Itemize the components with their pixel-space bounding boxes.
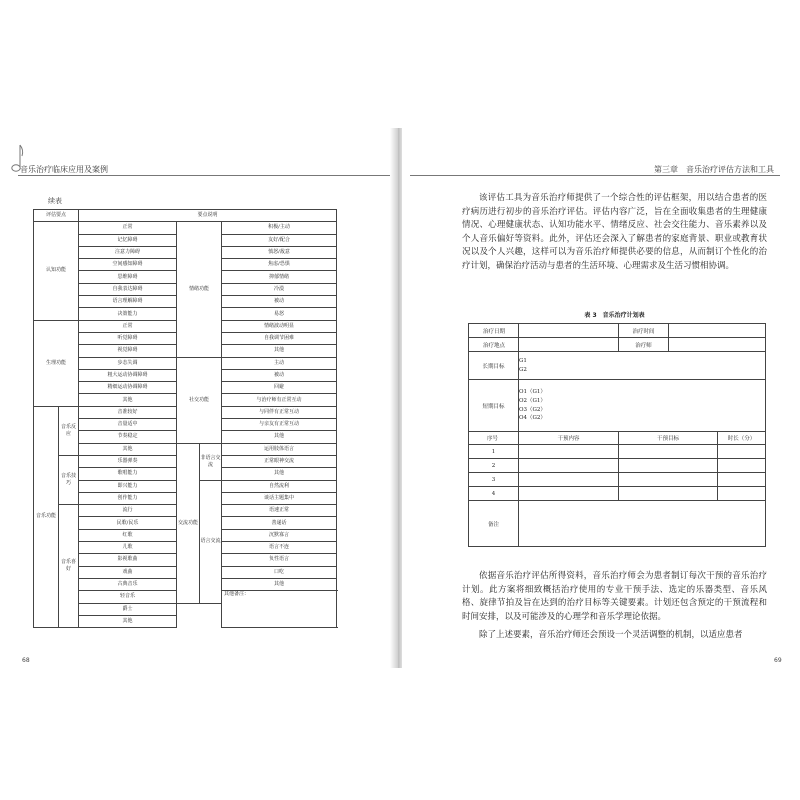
table-cell xyxy=(718,459,766,473)
table-cell: 乐器弹奏 xyxy=(79,455,177,467)
right-page-number: 69 xyxy=(774,657,782,664)
table-cell: 创作能力 xyxy=(79,492,177,504)
music-skill-label: 音乐技巧 xyxy=(59,455,79,504)
table-cell xyxy=(519,473,619,487)
table-cell: 其他 xyxy=(79,443,177,455)
table-cell: 谈话主题集中 xyxy=(222,492,337,504)
plan-table-caption: 表 3 音乐治疗计划表 xyxy=(584,312,645,319)
table-cell: 空间感知障碍 xyxy=(79,259,177,271)
table-cell: 主动 xyxy=(222,357,337,369)
goal-item: O1（G1） xyxy=(519,388,546,395)
table-cell: 友好/配合 xyxy=(222,234,337,246)
goal-item: O3（G2） xyxy=(519,406,546,413)
table-cell: 思维障碍 xyxy=(79,271,177,283)
table-cell: 精细运动协调障碍 xyxy=(79,382,177,394)
header-eval-point: 评估要点 xyxy=(34,210,79,222)
therapy-date-label: 治疗日期 xyxy=(469,324,519,338)
long-term-goals xyxy=(519,352,766,380)
table-cell: 儿歌 xyxy=(79,542,177,554)
therapy-time-label: 治疗时间 xyxy=(619,324,669,338)
emotional-label: 情绪功能 xyxy=(177,222,222,357)
table-cell: 自然流利 xyxy=(222,480,337,492)
table-cell: 决策能力 xyxy=(79,308,177,320)
table-cell: 节奏稳定 xyxy=(79,431,177,443)
right-header-rule xyxy=(410,175,780,176)
short-term-goals-label: 短期目标 xyxy=(469,380,519,432)
table-cell: 其他 xyxy=(222,345,337,357)
table-cell: 轻音乐 xyxy=(79,591,177,603)
table-cell xyxy=(619,445,718,459)
table-cell: 正常 xyxy=(79,222,177,234)
table-cell xyxy=(519,445,619,459)
therapy-time-value xyxy=(669,324,766,338)
col-header-seq: 序号 xyxy=(469,432,519,445)
table-cell: 积极/主动 xyxy=(222,222,337,234)
table-cell xyxy=(718,487,766,501)
table-cell: 语言不连 xyxy=(222,542,337,554)
table-cell: 情绪波动明显 xyxy=(222,320,337,332)
therapist-value xyxy=(669,338,766,352)
col-header-target: 干预目标 xyxy=(619,432,718,445)
table-cell xyxy=(718,473,766,487)
table-cell xyxy=(619,473,718,487)
table-cell: 自我表达障碍 xyxy=(79,283,177,295)
table-cell: 自我调节困难 xyxy=(222,332,337,344)
table-cell: 歌唱能力 xyxy=(79,468,177,480)
row-number: 3 xyxy=(469,473,519,487)
table-cell: 其他 xyxy=(79,394,177,406)
table-cell: 红歌 xyxy=(79,529,177,541)
goal-item: G1 xyxy=(519,357,527,364)
table-cell: 视觉障碍 xyxy=(79,345,177,357)
table-cell: 流行 xyxy=(79,505,177,517)
table-cell: 语言理解障碍 xyxy=(79,296,177,308)
table-cell: 与同伴有正常互动 xyxy=(222,406,337,418)
table-cell: 被动 xyxy=(222,369,337,381)
book-spine-left xyxy=(390,128,398,668)
therapy-location-label: 治疗地点 xyxy=(469,338,519,352)
table-cell: 注意力障碍 xyxy=(79,246,177,258)
table-cell: 粗大运动协调障碍 xyxy=(79,369,177,381)
table-cell: 戏曲 xyxy=(79,566,177,578)
table-cell: 影视歌曲 xyxy=(79,554,177,566)
table-cell: 负性语言 xyxy=(222,554,337,566)
table-cell: 沉默寡言 xyxy=(222,529,337,541)
table-cell: 其他 xyxy=(222,578,337,590)
communication-label: 交流功能 xyxy=(177,443,200,603)
table-cell: 正常 xyxy=(79,320,177,332)
table-cell: 音准较好 xyxy=(79,406,177,418)
table-cell: 音量适中 xyxy=(79,419,177,431)
table-cell: 与治疗师有正常互动 xyxy=(222,394,337,406)
table-cell xyxy=(619,459,718,473)
header-point-desc: 要点说明 xyxy=(79,210,337,222)
eval-table-caption: 续表 xyxy=(48,197,62,205)
music-response-label: 音乐反应 xyxy=(59,406,79,455)
goal-item: G2 xyxy=(519,366,527,373)
row-number: 1 xyxy=(469,445,519,459)
remarks-label: 备注 xyxy=(469,501,519,547)
evaluation-table xyxy=(33,209,337,628)
table-cell xyxy=(718,445,766,459)
row-number: 2 xyxy=(469,459,519,473)
table-cell: 其他 xyxy=(222,431,337,443)
goal-item: O2（G1） xyxy=(519,397,546,404)
right-header-title: 第三章 音乐治疗评估方法和工具 xyxy=(654,165,774,174)
table-cell: 记忆障碍 xyxy=(79,234,177,246)
short-term-goals xyxy=(519,380,766,432)
music-label: 音乐功能 xyxy=(34,406,59,627)
table-cell: 民歌/民乐 xyxy=(79,517,177,529)
row-number: 4 xyxy=(469,487,519,501)
paragraph-1: 该评估工具为音乐治疗师提供了一个综合性的评估框架，用以结合患者的医疗病历进行初步的音乐治疗评估。评估内容广泛，旨在全面收集患者的生理健康情况、心理健康状态、认知功能水平、情绪反应、社会交往能力、音乐素养以及个人音乐偏好等资料。此外，评估还会深入了解患者的家庭背景、职业或教育状况以及个人兴趣，这样可以为音乐治疗师提供必要的信息，从而制订个性化的治疗计划，确保治疗活动与患者的生活环境、心理需求及生活习惯相协调。 xyxy=(462,193,767,271)
table-cell xyxy=(519,487,619,501)
nonverbal-label: 非语言交流 xyxy=(200,443,222,480)
therapy-date-value xyxy=(519,324,619,338)
social-label: 社交功能 xyxy=(177,357,222,443)
table-cell: 回避 xyxy=(222,382,337,394)
physiological-label: 生理功能 xyxy=(34,320,79,406)
table-cell: 步态失调 xyxy=(79,357,177,369)
verbal-label: 语言交流 xyxy=(200,480,222,603)
table-cell: 善递话 xyxy=(222,517,337,529)
table-cell: 冷漠 xyxy=(222,283,337,295)
left-header-title: 音乐治疗临床应用及案例 xyxy=(20,165,108,174)
table-cell: 易怒 xyxy=(222,308,337,320)
table-cell: 语速正常 xyxy=(222,505,337,517)
goal-item: O4（G2） xyxy=(519,415,546,422)
table-cell: 愤怒/敌意 xyxy=(222,246,337,258)
therapy-plan-table xyxy=(468,323,766,547)
long-term-goals-label: 长期目标 xyxy=(469,352,519,380)
table-cell: 被动 xyxy=(222,296,337,308)
table-cell: 正常眼神交流 xyxy=(222,455,337,467)
cognitive-label: 认知功能 xyxy=(34,222,79,320)
music-preference-label: 音乐喜好 xyxy=(59,505,79,628)
table-cell: 听觉障碍 xyxy=(79,332,177,344)
table-cell xyxy=(619,487,718,501)
table-cell: 即兴能力 xyxy=(79,480,177,492)
paragraph-3: 除了上述要素，音乐治疗师还会预设一个灵活调整的机制，以适应患者 xyxy=(479,630,743,640)
col-header-duration: 时长（分） xyxy=(718,432,766,445)
therapy-location-value xyxy=(519,338,619,352)
other-notes-cell: 其他备注： xyxy=(222,591,337,628)
remarks-value xyxy=(519,501,766,547)
table-cell: 口吃 xyxy=(222,566,337,578)
table-cell: 与亲友有正常互动 xyxy=(222,419,337,431)
table-cell: 抑郁情绪 xyxy=(222,271,337,283)
table-cell: 运用肢体语言 xyxy=(222,443,337,455)
table-cell: 其他 xyxy=(79,615,177,627)
therapist-label: 治疗师 xyxy=(619,338,669,352)
paragraph-2: 依据音乐治疗评估所得资料，音乐治疗师会为患者制订每次干预的音乐治疗计划。此方案将细致概括治疗使用的专业干预手法、选定的乐器类型、音乐风格、旋律节拍及旨在达到的治疗目标等关键要素。计划还包含预定的干预流程和时间安排，以及可能涉及的心理学和音乐学理论依据。 xyxy=(462,571,767,622)
col-header-content: 干预内容 xyxy=(519,432,619,445)
table-cell xyxy=(519,459,619,473)
table-cell: 焦虑/恐惧 xyxy=(222,259,337,271)
left-page-number: 68 xyxy=(22,657,30,664)
table-cell: 其他 xyxy=(222,468,337,480)
table-cell: 爵士 xyxy=(79,603,177,615)
table-cell: 古典音乐 xyxy=(79,578,177,590)
left-header-rule xyxy=(18,175,390,176)
